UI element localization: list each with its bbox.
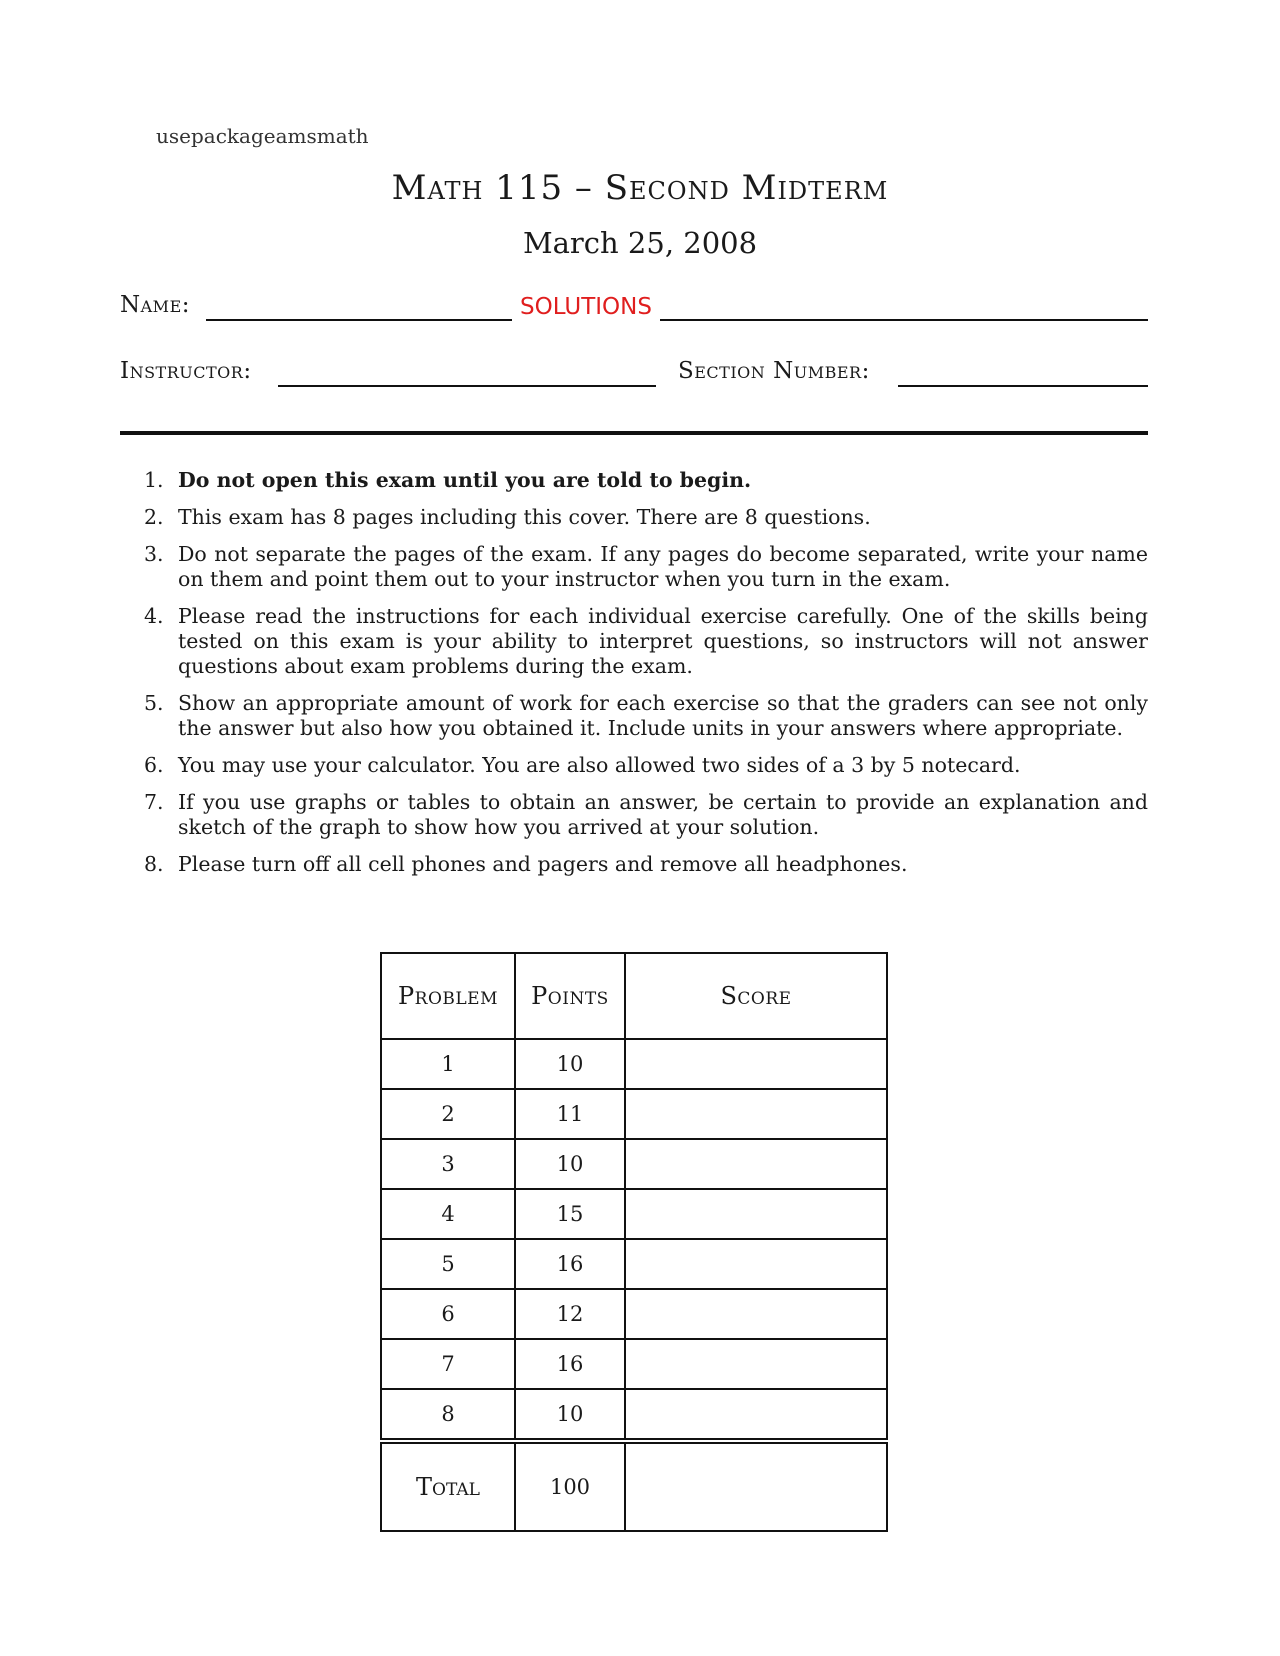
exam-title: Math 115 – Second Midterm bbox=[391, 168, 889, 208]
problem-cell: 5 bbox=[381, 1239, 515, 1289]
instruction-item bbox=[144, 468, 1148, 493]
points-cell: 10 bbox=[515, 1039, 625, 1089]
score-cell[interactable] bbox=[625, 1089, 887, 1139]
name-label: Name: bbox=[120, 292, 190, 318]
instruction-number: 3. bbox=[144, 542, 164, 566]
instruction-item bbox=[144, 542, 1148, 592]
score-cell[interactable] bbox=[625, 1039, 887, 1089]
header-divider bbox=[120, 431, 1148, 435]
name-line-right[interactable] bbox=[660, 319, 1148, 321]
instruction-text: Do not separate the pages of the exam. If any pages do become separated, write your name on them and point them out to your instructor when you turn in the exam. bbox=[178, 542, 1148, 591]
problem-cell: 4 bbox=[381, 1189, 515, 1239]
instruction-text: Do not open this exam until you are told to begin. bbox=[178, 468, 752, 492]
instruction-number: 2. bbox=[144, 505, 164, 529]
exam-date: March 25, 2008 bbox=[522, 226, 758, 260]
points-cell: 15 bbox=[515, 1189, 625, 1239]
score-cell[interactable] bbox=[625, 1339, 887, 1389]
table-row bbox=[381, 1139, 887, 1189]
score-table bbox=[380, 952, 888, 1532]
header-problem: Problem bbox=[381, 953, 515, 1039]
score-cell[interactable] bbox=[625, 1239, 887, 1289]
instruction-text: This exam has 8 pages including this cover. There are 8 questions. bbox=[178, 505, 871, 529]
instruction-text: Please read the instructions for each individual exercise carefully. One of the skills being tested on this exam is your ability to interpret questions, so instructors will not answer questions about exam problems during the exam. bbox=[178, 604, 1148, 678]
table-row bbox=[381, 1339, 887, 1389]
instruction-text: Please turn off all cell phones and pagers and remove all headphones. bbox=[178, 852, 908, 876]
table-row bbox=[381, 1039, 887, 1089]
total-row bbox=[381, 1441, 887, 1531]
problem-cell: 1 bbox=[381, 1039, 515, 1089]
problem-cell: 7 bbox=[381, 1339, 515, 1389]
problem-cell: 6 bbox=[381, 1289, 515, 1339]
table-row bbox=[381, 1189, 887, 1239]
instructions-list bbox=[144, 468, 1148, 889]
problem-cell: 3 bbox=[381, 1139, 515, 1189]
instruction-text: You may use your calculator. You are also allowed two sides of a 3 by 5 notecard. bbox=[178, 753, 1021, 777]
points-cell: 10 bbox=[515, 1139, 625, 1189]
total-points: 100 bbox=[515, 1441, 625, 1531]
problem-cell: 2 bbox=[381, 1089, 515, 1139]
table-row bbox=[381, 1239, 887, 1289]
instruction-item bbox=[144, 505, 1148, 530]
section-number-label: Section Number: bbox=[678, 358, 870, 384]
score-cell[interactable] bbox=[625, 1289, 887, 1339]
header-score: Score bbox=[625, 953, 887, 1039]
instruction-text: Show an appropriate amount of work for each exercise so that the graders can see not only the answer but also how you obtained it. Include units in your answers where appropriate. bbox=[178, 691, 1148, 740]
header-points: Points bbox=[515, 953, 625, 1039]
name-value: SOLUTIONS bbox=[520, 294, 652, 320]
instruction-item bbox=[144, 790, 1148, 840]
score-cell[interactable] bbox=[625, 1389, 887, 1441]
points-cell: 12 bbox=[515, 1289, 625, 1339]
points-cell: 10 bbox=[515, 1389, 625, 1441]
score-table-header bbox=[381, 953, 887, 1039]
table-row bbox=[381, 1289, 887, 1339]
total-label: Total bbox=[381, 1441, 515, 1531]
name-line-left[interactable] bbox=[206, 319, 512, 321]
instruction-number: 7. bbox=[144, 790, 164, 814]
points-cell: 16 bbox=[515, 1239, 625, 1289]
table-row bbox=[381, 1389, 887, 1441]
instruction-item bbox=[144, 753, 1148, 778]
score-cell[interactable] bbox=[625, 1189, 887, 1239]
package-line: usepackageamsmath bbox=[156, 124, 369, 148]
instruction-number: 4. bbox=[144, 604, 164, 628]
instruction-item bbox=[144, 604, 1148, 679]
instruction-number: 5. bbox=[144, 691, 164, 715]
instructor-label: Instructor: bbox=[120, 358, 252, 384]
instruction-number: 1. bbox=[144, 468, 164, 492]
score-cell[interactable] bbox=[625, 1139, 887, 1189]
instruction-text: If you use graphs or tables to obtain an answer, be certain to provide an explanation and sketch of the graph to show how you arrived at your solution. bbox=[178, 790, 1148, 839]
instruction-item bbox=[144, 852, 1148, 877]
instructor-line[interactable] bbox=[278, 385, 656, 387]
total-score-cell[interactable] bbox=[625, 1441, 887, 1531]
table-row bbox=[381, 1089, 887, 1139]
points-cell: 11 bbox=[515, 1089, 625, 1139]
instruction-item bbox=[144, 691, 1148, 741]
section-number-line[interactable] bbox=[898, 385, 1148, 387]
problem-cell: 8 bbox=[381, 1389, 515, 1441]
points-cell: 16 bbox=[515, 1339, 625, 1389]
instruction-number: 8. bbox=[144, 852, 164, 876]
instruction-number: 6. bbox=[144, 753, 164, 777]
